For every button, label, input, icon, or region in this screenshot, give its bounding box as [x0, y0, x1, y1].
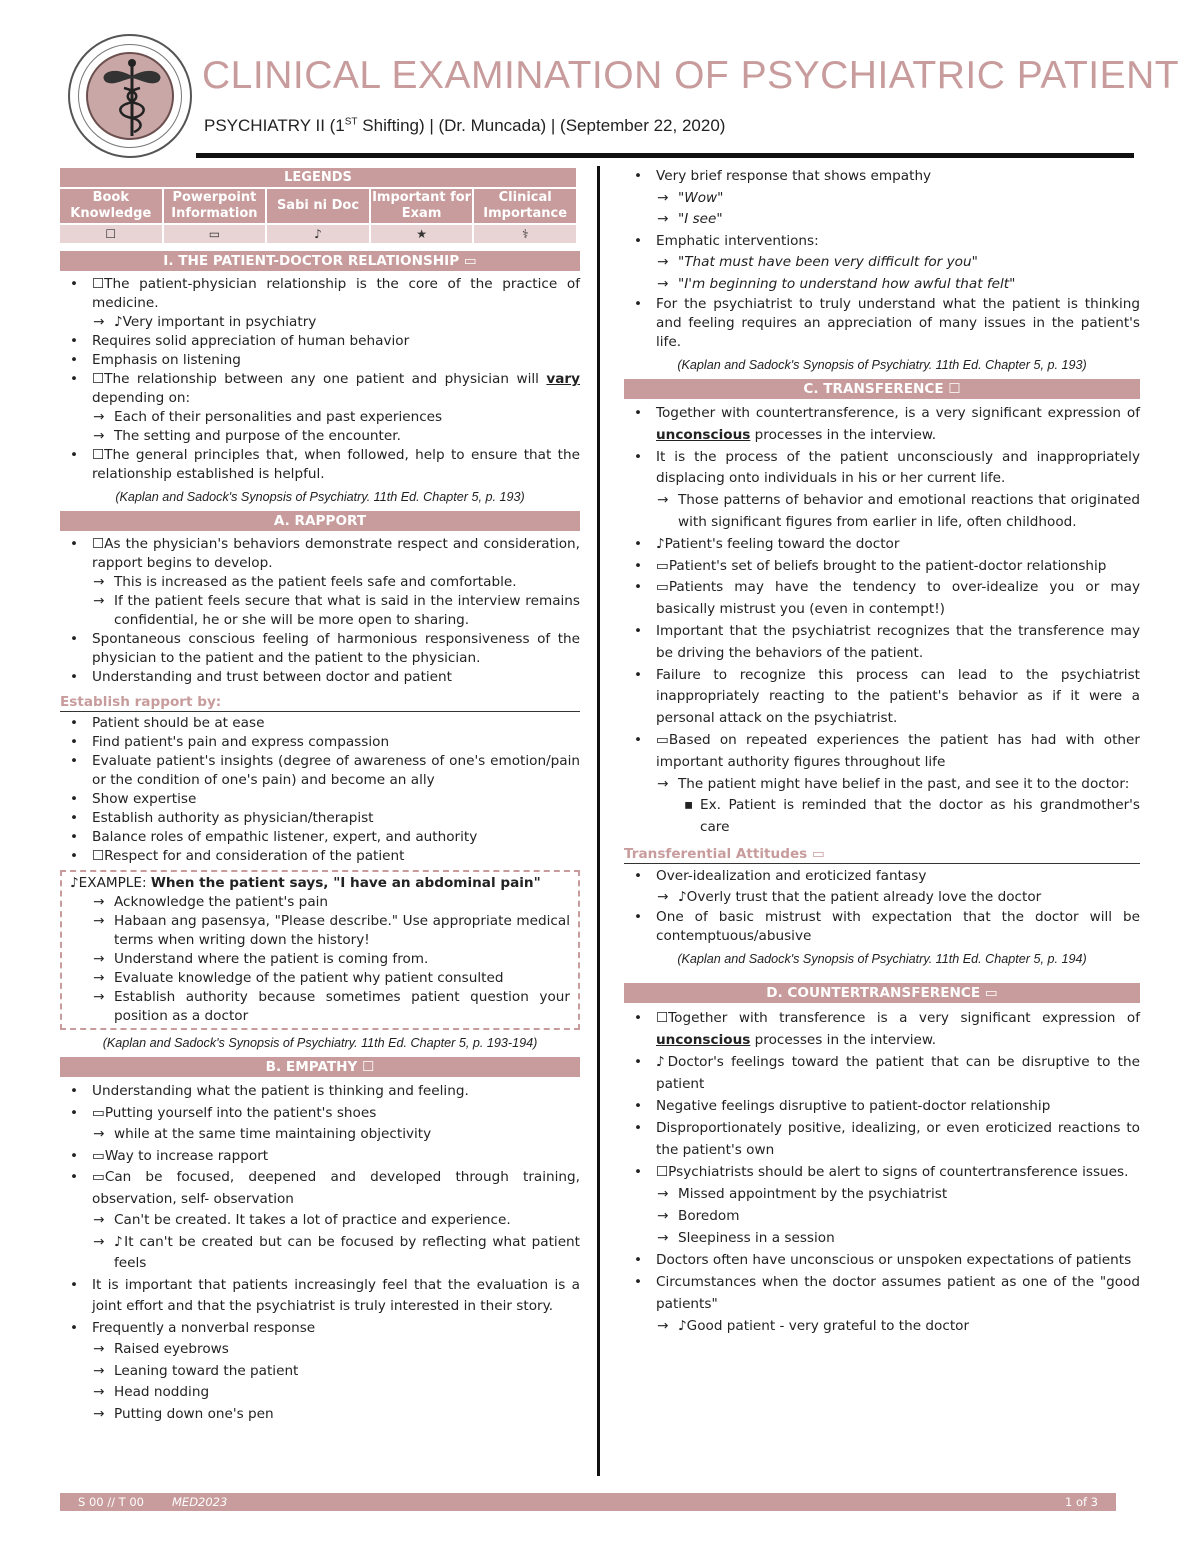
- list-item: → Understand where the patient is coming from.: [114, 950, 570, 969]
- transferential-attitudes-list: [624, 866, 1140, 946]
- subtitle-post: Shifting) | (Dr. Muncada) | (September 22, 2020): [357, 116, 726, 135]
- page-number: 1 of 3: [1064, 1495, 1098, 1509]
- list-item: → Can't be created. It takes a lot of practice and experience.: [114, 1210, 580, 1232]
- list-item: • Circumstances when the doctor assumes patient as one of the "good patients" → ♪Good patient - very grateful to the doctor: [656, 1271, 1140, 1337]
- list-item: → Evaluate knowledge of the patient why patient consulted: [114, 969, 570, 988]
- list-item: → while at the same time maintaining objectivity: [114, 1124, 580, 1146]
- list-item: • ▭Based on repeated experiences the patient has had with other important authority figures throughout life → The patient might have belief in the past, and see it to the doctor: ▪ Ex. Patient is reminded that the doctor as his grandmother's care: [656, 730, 1140, 839]
- list-item: • ▭Patient's set of beliefs brought to the patient-doctor relationship: [656, 556, 1140, 578]
- empathy-list-continued: [624, 166, 1140, 352]
- caduceus-small-icon: ⚕: [474, 225, 576, 243]
- legend-label-exam: Important for Exam: [372, 190, 472, 221]
- section-heading-empathy: B. EMPATHY ☐: [60, 1057, 580, 1077]
- list-item: • Understanding and trust between doctor and patient: [92, 668, 580, 687]
- list-item: • It is important that patients increasingly feel that the evaluation is a joint effort and that the psychiatrist is truly interested in their story.: [92, 1275, 580, 1318]
- list-item: • ☐Together with transference is a very significant expression of unconscious processes in the interview.: [656, 1007, 1140, 1051]
- list-item: → Raised eyebrows: [114, 1339, 580, 1361]
- school-seal-logo: [68, 34, 192, 158]
- powerpoint-icon: ▭: [164, 225, 266, 243]
- list-item: • Emphatic interventions: → "That must have been very difficult for you" → "I'm beginning to understand how awful that felt": [656, 231, 1140, 296]
- rapport-list: [60, 535, 580, 687]
- list-item: • Emphasis on listening: [92, 351, 580, 370]
- book-icon: ☐: [60, 225, 162, 243]
- reference-citation: (Kaplan and Sadock's Synopsis of Psychiatry. 11th Ed. Chapter 5, p. 194): [677, 951, 1087, 966]
- list-item: → "Wow": [678, 188, 1140, 210]
- list-item: • ▭Putting yourself into the patient's shoes → while at the same time maintaining objectivity: [92, 1103, 580, 1146]
- list-item: → Missed appointment by the psychiatrist: [678, 1183, 1140, 1205]
- legend-label-doc: Sabi ni Doc: [267, 189, 369, 223]
- footer-batch: MED2023: [172, 1495, 228, 1509]
- list-item: → This is increased as the patient feels safe and comfortable.: [114, 573, 580, 592]
- list-item: → Putting down one's pen: [114, 1404, 580, 1426]
- list-item: • ▭Patients may have the tendency to over-idealize you or may basically mistrust you (even in contempt!): [656, 577, 1140, 621]
- caduceus-icon: [70, 36, 194, 160]
- list-item: → If the patient feels secure that what is said in the interview remains confidential, he or she will be more open to sharing.: [114, 592, 580, 630]
- document-title: CLINICAL EXAMINATION OF PSYCHIATRIC PATIENT: [202, 54, 1180, 97]
- list-item: • Negative feelings disruptive to patient-doctor relationship: [656, 1095, 1140, 1117]
- list-item: • ▭Can be focused, deepened and developed through training, observation, self- observation → Can't be created. It takes a lot of practice and experience. → ♪It can't be created but can be focused by reflecting what patient feels: [92, 1167, 580, 1275]
- reference-citation: (Kaplan and Sadock's Synopsis of Psychiatry. 11th Ed. Chapter 5, p. 193): [115, 490, 525, 504]
- list-item: • Balance roles of empathic listener, expert, and authority: [92, 828, 580, 847]
- reference-citation: (Kaplan and Sadock's Synopsis of Psychiatry. 11th Ed. Chapter 5, p. 193): [677, 358, 1087, 372]
- list-item: • ☐The relationship between any one patient and physician will vary depending on: → Each of their personalities and past experiences → The setting and purpose of the encounter.: [92, 370, 580, 446]
- section-heading-countertransference: D. COUNTERTRANSFERENCE ▭: [624, 983, 1140, 1003]
- list-item: • Disproportionately positive, idealizing, or even eroticized reactions to the patient's own: [656, 1117, 1140, 1161]
- list-item: • It is the process of the patient unconsciously and inappropriately displacing onto individuals in his or her current life. → Those patterns of behavior and emotional reactions that originated with significant figures from earlier in life, often childhood.: [656, 447, 1140, 534]
- list-item: • Establish authority as physician/therapist: [92, 809, 580, 828]
- example-heading: ♪EXAMPLE: When the patient says, "I have an abdominal pain": [70, 875, 541, 891]
- list-item: • For the psychiatrist to truly understand what the patient is thinking and feeling requires an appreciation of many issues in the patient's life.: [656, 295, 1140, 352]
- header-rule: [196, 153, 1134, 158]
- list-item: • Over-idealization and eroticized fantasy → ♪Overly trust that the patient already love the doctor: [656, 866, 1140, 908]
- list-item: • Failure to recognize this process can lead to the psychiatrist inappropriately reacting to the patient's behavior as if it were a personal attack on the psychiatrist.: [656, 665, 1140, 730]
- list-item: • ♪Patient's feeling toward the doctor: [656, 534, 1140, 556]
- list-item: • Evaluate patient's insights (degree of awareness of one's emotion/pain or the condition of one's pain) and become an ally: [92, 752, 580, 790]
- subtitle-sup: ST: [344, 116, 358, 128]
- list-item: → "I'm beginning to understand how awful that felt": [678, 274, 1140, 296]
- list-item: • Spontaneous conscious feeling of harmonious responsiveness of the physician to the patient and the patient to the physician.: [92, 630, 580, 668]
- reference-citation: (Kaplan and Sadock's Synopsis of Psychiatry. 11th Ed. Chapter 5, p. 193-194): [102, 1036, 538, 1050]
- list-item: → Acknowledge the patient's pain: [114, 893, 570, 912]
- list-item: • Very brief response that shows empathy → "Wow" → "I see": [656, 166, 1140, 231]
- section-heading-relationship: I. THE PATIENT-DOCTOR RELATIONSHIP ▭: [60, 251, 580, 271]
- list-item: • Frequently a nonverbal response → Raised eyebrows → Leaning toward the patient → Head nodding → Putting down one's pen: [92, 1318, 580, 1426]
- list-item: • Requires solid appreciation of human behavior: [92, 332, 580, 351]
- list-item: • ▭Way to increase rapport: [92, 1146, 580, 1168]
- list-item: • One of basic mistrust with expectation that the doctor will be contemptuous/abusive: [656, 908, 1140, 946]
- list-item: → Each of their personalities and past experiences: [114, 408, 580, 427]
- list-item: → Habaan ang pasensya, "Please describe." Use appropriate medical terms when writing down the history!: [114, 912, 570, 950]
- list-item: • Find patient's pain and express compassion: [92, 733, 580, 752]
- list-item: • Together with countertransference, is a very significant expression of unconscious processes in the interview.: [656, 403, 1140, 447]
- list-item: → Sleepiness in a session: [678, 1227, 1140, 1249]
- document-subtitle: [204, 116, 725, 136]
- column-divider: [597, 166, 600, 1476]
- list-item: • ☐Psychiatrists should be alert to signs of countertransference issues. → Missed appointment by the psychiatrist → Boredom → Sleepiness in a session: [656, 1161, 1140, 1249]
- legend-title: LEGENDS: [60, 168, 576, 187]
- list-item: → ♪It can't be created but can be focused by reflecting what patient feels: [114, 1232, 580, 1275]
- list-item: • ☐As the physician's behaviors demonstrate respect and consideration, rapport begins to develop. → This is increased as the patient feels safe and comfortable. → If the patient feels secure that what is said in the interview remains confidential, he or she will be more open to sharing.: [92, 535, 580, 630]
- left-column: [60, 166, 580, 1425]
- list-item: • ☐The general principles that, when followed, help to ensure that the relationship established is helpful.: [92, 446, 580, 484]
- list-item: → ♪Good patient - very grateful to the doctor: [678, 1315, 1140, 1337]
- countertransference-list: [624, 1007, 1140, 1337]
- list-item: • ☐The patient-physician relationship is the core of the practice of medicine. → ♪Very important in psychiatry: [92, 275, 580, 332]
- section-heading-rapport: A. RAPPORT: [60, 511, 580, 531]
- right-column: [624, 166, 1140, 1337]
- subsection-transferential-attitudes: Transferential Attitudes ▭: [624, 845, 1140, 864]
- list-item: → Head nodding: [114, 1382, 580, 1404]
- footer-section-code: S 00 // T 00: [78, 1495, 144, 1509]
- subtitle-pre: PSYCHIATRY II (1: [204, 116, 345, 135]
- list-item: → Leaning toward the patient: [114, 1361, 580, 1383]
- list-item: → ♪Very important in psychiatry: [114, 313, 580, 332]
- legend-label-clinical: Clinical Importance: [474, 189, 576, 223]
- list-item: • ♪Doctor's feelings toward the patient that can be disruptive to the patient: [656, 1051, 1140, 1095]
- list-item: → The patient might have belief in the past, and see it to the doctor: ▪ Ex. Patient is reminded that the doctor as his grandmother's care: [678, 774, 1140, 839]
- example-list: [70, 893, 570, 1026]
- list-item: • Doctors often have unconscious or unspoken expectations of patients: [656, 1249, 1140, 1271]
- list-item: ▪ Ex. Patient is reminded that the doctor as his grandmother's care: [700, 795, 1140, 839]
- legend-label-book: Book Knowledge: [60, 189, 162, 223]
- list-item: • Patient should be at ease: [92, 714, 580, 733]
- list-item: → Boredom: [678, 1205, 1140, 1227]
- list-item: → ♪Overly trust that the patient already love the doctor: [678, 887, 1140, 908]
- example-box: [60, 870, 580, 1030]
- empathy-list: [60, 1081, 580, 1425]
- legend-label-powerpoint: Powerpoint Information: [164, 189, 266, 223]
- relationship-list: [60, 275, 580, 484]
- star-icon: ★: [371, 225, 473, 243]
- list-item: → "I see": [678, 209, 1140, 231]
- legend-table: [58, 166, 578, 245]
- list-item: • ☐Respect for and consideration of the patient: [92, 847, 580, 866]
- list-item: → The setting and purpose of the encounter.: [114, 427, 580, 446]
- transference-list: [624, 403, 1140, 839]
- establish-rapport-list: [60, 714, 580, 866]
- page-footer: [60, 1493, 1116, 1511]
- list-item: • Show expertise: [92, 790, 580, 809]
- subsection-establish-rapport: Establish rapport by:: [60, 693, 580, 712]
- list-item: → Establish authority because sometimes patient question your position as a doctor: [114, 988, 570, 1026]
- list-item: • Understanding what the patient is thinking and feeling.: [92, 1081, 580, 1103]
- list-item: • Important that the psychiatrist recognizes that the transference may be driving the behaviors of the patient.: [656, 621, 1140, 665]
- music-note-icon: ♪: [267, 225, 369, 243]
- section-heading-transference: C. TRANSFERENCE ☐: [624, 379, 1140, 399]
- list-item: → "That must have been very difficult for you": [678, 252, 1140, 274]
- list-item: → Those patterns of behavior and emotional reactions that originated with significant figures from earlier in life, often childhood.: [678, 490, 1140, 534]
